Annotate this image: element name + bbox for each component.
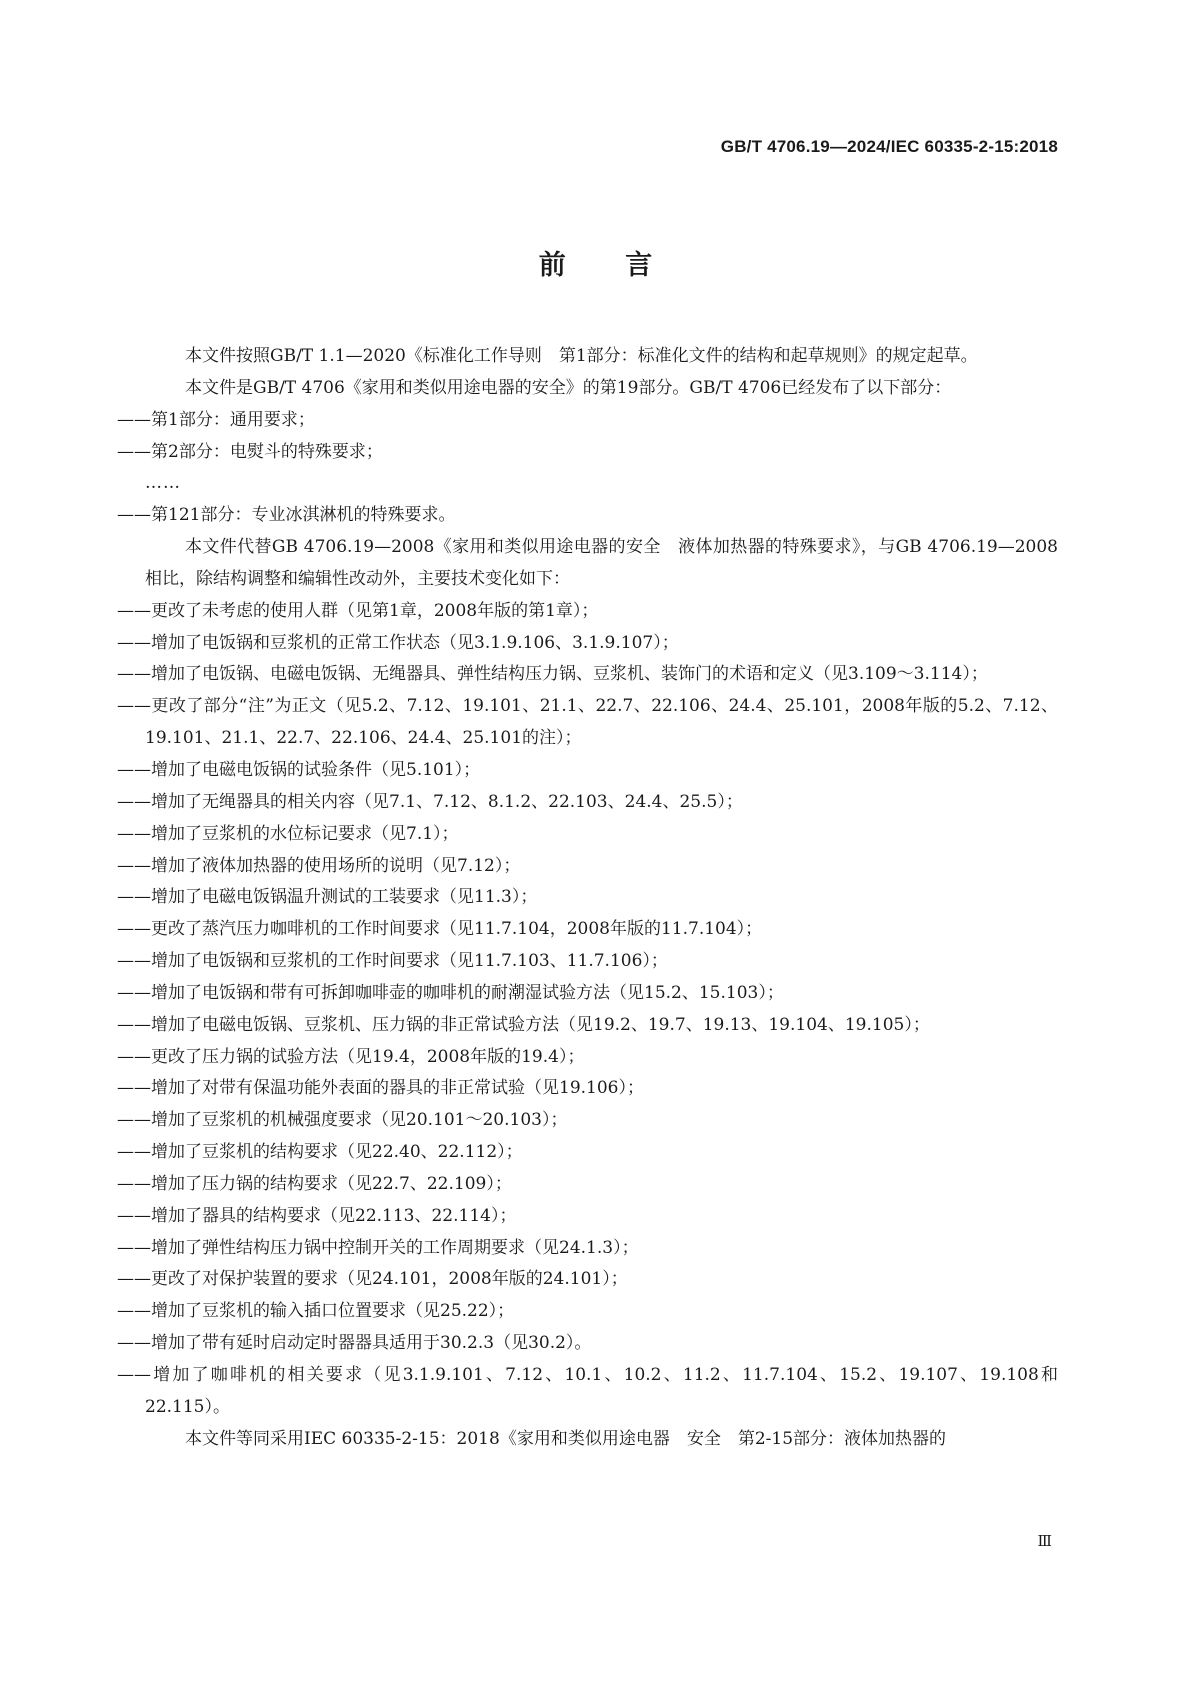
change-item: ——增加了豆浆机的输入插口位置要求（见25.22）；	[117, 1301, 515, 1322]
change-item: ——增加了液体加热器的使用场所的说明（见7.12）；	[117, 855, 521, 876]
list-ellipsis: ……	[145, 473, 181, 494]
change-item: ——增加了电磁电饭锅温升测试的工装要求（见11.3）；	[117, 887, 538, 908]
change-item: ——增加了压力锅的结构要求（见22.7、22.109）；	[117, 1173, 512, 1194]
list-item-part-121: ——第121部分：专业冰淇淋机的特殊要求。	[117, 505, 456, 526]
change-item: ——增加了带有延时启动定时器器具适用于30.2.3（见30.2）。	[117, 1333, 592, 1354]
standard-code-header: GB/T 4706.19—2024/IEC 60335-2-15:2018	[720, 137, 1058, 156]
change-item: ——更改了压力锅的试验方法（见19.4，2008年版的19.4）；	[117, 1046, 585, 1067]
page-number: Ⅲ	[1037, 1532, 1052, 1550]
change-item: ——增加了弹性结构压力锅中控制开关的工作周期要求（见24.1.3）；	[117, 1237, 639, 1258]
change-item: ——增加了对带有保温功能外表面的器具的非正常试验（见19.106）；	[117, 1078, 644, 1099]
change-item: ——更改了未考虑的使用人群（见第1章，2008年版的第1章）；	[117, 600, 599, 621]
change-item: ——增加了电饭锅、电磁电饭锅、无绳器具、弹性结构压力锅、豆浆机、装饰门的术语和定义（见3.109～3.114）；	[117, 664, 988, 685]
change-item: ——增加了电饭锅和豆浆机的工作时间要求（见11.7.103、11.7.106）；	[117, 951, 668, 972]
change-item: ——增加了电磁电饭锅的试验条件（见5.101）；	[117, 759, 481, 780]
change-item: ——增加了无绳器具的相关内容（见7.1、7.12、8.1.2、22.103、24.4、25.5）；	[117, 791, 743, 812]
change-item: ——增加了豆浆机的水位标记要求（见7.1）；	[117, 823, 459, 844]
paragraph-equivalence: 本文件等同采用IEC 60335-2-15：2018《家用和类似用途电器 安全 第2-15部分：液体加热器的	[185, 1428, 947, 1449]
paragraph-drafting-rules: 本文件按照GB/T 1.1—2020《标准化工作导则 第1部分：标准化文件的结构和起草规则》的规定起草。	[185, 346, 978, 366]
change-item: ——增加了咖啡机的相关要求（见3.1.9.101、7.12、10.1、10.2、11.2、11.7.104、15.2、19.107、19.108和22.115）。	[117, 1365, 1058, 1417]
change-item: ——增加了豆浆机的机械强度要求（见20.101～20.103）；	[117, 1110, 568, 1131]
list-item-part-1: ——第1部分：通用要求；	[117, 409, 315, 430]
list-item-part-2: ——第2部分：电熨斗的特殊要求；	[117, 441, 383, 462]
change-item: ——增加了豆浆机的结构要求（见22.40、22.112）；	[117, 1142, 523, 1163]
page-title: 前 言	[538, 250, 653, 281]
change-item: ——更改了部分“注”为正文（见5.2、7.12、19.101、21.1、22.7、22.106、24.4、25.101，2008年版的5.2、7.12、19.101、21.1、22.7、22.106、24.4、25.101的注）；	[117, 696, 1058, 749]
change-item: ——增加了电饭锅和带有可拆卸咖啡壶的咖啡机的耐潮湿试验方法（见15.2、15.103）；	[117, 982, 784, 1003]
change-item: ——更改了对保护装置的要求（见24.101，2008年版的24.101）；	[117, 1269, 628, 1290]
change-item: ——增加了电磁电饭锅、豆浆机、压力锅的非正常试验方法（见19.2、19.7、19.13、19.104、19.105）；	[117, 1014, 930, 1035]
change-item: ——增加了器具的结构要求（见22.113、22.114）；	[117, 1205, 517, 1226]
change-item: ——增加了电饭锅和豆浆机的正常工作状态（见3.1.9.106、3.1.9.107）；	[117, 632, 679, 653]
paragraph-series-intro: 本文件是GB/T 4706《家用和类似用途电器的安全》的第19部分。GB/T 4706已经发布了以下部分：	[185, 377, 952, 398]
change-item: ——更改了蒸汽压力咖啡机的工作时间要求（见11.7.104，2008年版的11.7.104）；	[117, 919, 763, 940]
paragraph-replacement: 本文件代替GB 4706.19—2008《家用和类似用途电器的安全 液体加热器的特殊要求》，与GB 4706.19—2008相比，除结构调整和编辑性改动外，主要技术变化如下：	[145, 537, 1058, 589]
document-body	[117, 341, 1058, 1456]
